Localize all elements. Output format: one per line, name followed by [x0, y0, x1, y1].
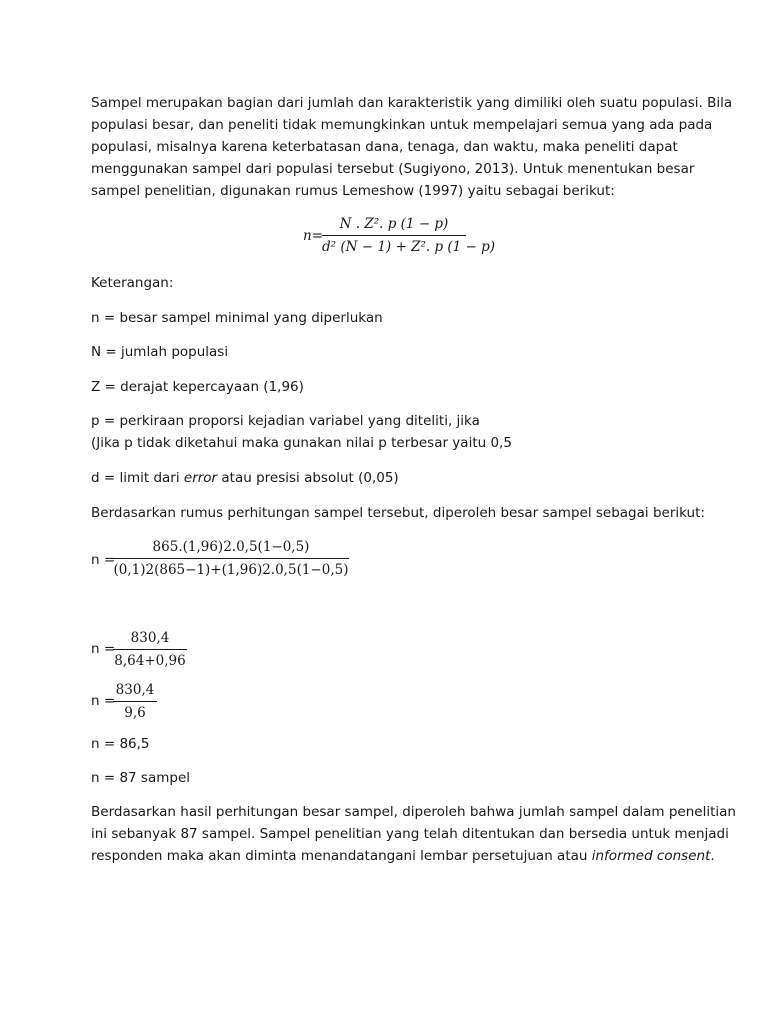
conclusion-line [91, 846, 715, 866]
step3-denominator: 9,6 [124, 705, 146, 721]
conclusion-line: ini sebanyak 87 sampel. Sampel penelitian yang telah ditentukan dan bersedia untuk menjadi [91, 826, 729, 842]
conclusion-line: Berdasarkan hasil perhitungan besar sampel, diperoleh bahwa jumlah sampel dalam penelitian [91, 804, 736, 820]
intro-line: menggunakan sampel dari populasi tersebut (Sugiyono, 2013). Untuk menentukan besar [91, 161, 695, 177]
fraction-bar [113, 701, 157, 702]
intro-line: Sampel merupakan bagian dari jumlah dan karakteristik yang dimiliki oleh suatu populasi. Bila [91, 95, 733, 111]
step3-numerator: 830,4 [115, 682, 155, 698]
step1-denominator: (0,1)2(865−1)+(1,96)2.0,5(1−0,5) [113, 562, 349, 578]
step2-label: n = [91, 641, 116, 657]
formula-fraction [322, 214, 496, 257]
fraction-bar [113, 558, 349, 559]
legend-p-line2: (Jika p tidak diketahui maka gunakan nilai p terbesar yaitu 0,5 [91, 435, 512, 451]
step2-fraction [113, 628, 187, 671]
step3-fraction [113, 680, 157, 723]
legend-d-emphasis: error [183, 470, 218, 486]
legend-d [91, 468, 399, 488]
formula-denominator: d² (N − 1) + Z². p (1 − p) [322, 239, 496, 255]
step5-result: n = 87 sampel [91, 770, 191, 786]
step1-fraction [113, 537, 349, 580]
fraction-bar [322, 235, 466, 236]
conclusion-emphasis: informed consent [591, 848, 711, 864]
calc-intro: Berdasarkan rumus perhitungan sampel tersebut, diperoleh besar sampel sebagai berikut: [91, 505, 705, 521]
legend-Z: Z = derajat kepercayaan (1,96) [91, 379, 304, 395]
step1-numerator: 865.(1,96)2.0,5(1−0,5) [152, 539, 310, 555]
legend-d-text-end: atau presisi absolut (0,05) [217, 470, 399, 486]
conclusion-text: responden maka akan diminta menandatangani lembar persetujuan atau [91, 848, 592, 864]
legend-p-line1: p = perkiraan proporsi kejadian variabel yang diteliti, jika [91, 413, 480, 429]
intro-line: populasi besar, dan peneliti tidak memungkinkan untuk mempelajari semua yang ada pada [91, 117, 713, 133]
legend-heading: Keterangan: [91, 275, 174, 291]
step2-numerator: 830,4 [130, 630, 170, 646]
conclusion-text-end: . [710, 848, 715, 864]
legend-n: n = besar sampel minimal yang diperlukan [91, 310, 383, 326]
legend-N: N = jumlah populasi [91, 344, 229, 360]
formula-lhs: n= [303, 228, 324, 244]
fraction-bar [113, 649, 187, 650]
intro-line: sampel penelitian, digunakan rumus Lemeshow (1997) yaitu sebagai berikut: [91, 183, 615, 199]
intro-line: populasi, misalnya karena keterbatasan dana, tenaga, dan waktu, maka peneliti dapat [91, 139, 678, 155]
formula-numerator: N . Z². p (1 − p) [339, 216, 449, 232]
legend-d-text: d = limit dari [91, 470, 184, 486]
step4-result: n = 86,5 [91, 736, 150, 752]
step1-label: n = [91, 552, 116, 568]
step2-denominator: 8,64+0,96 [114, 653, 186, 669]
step3-label: n = [91, 693, 116, 709]
